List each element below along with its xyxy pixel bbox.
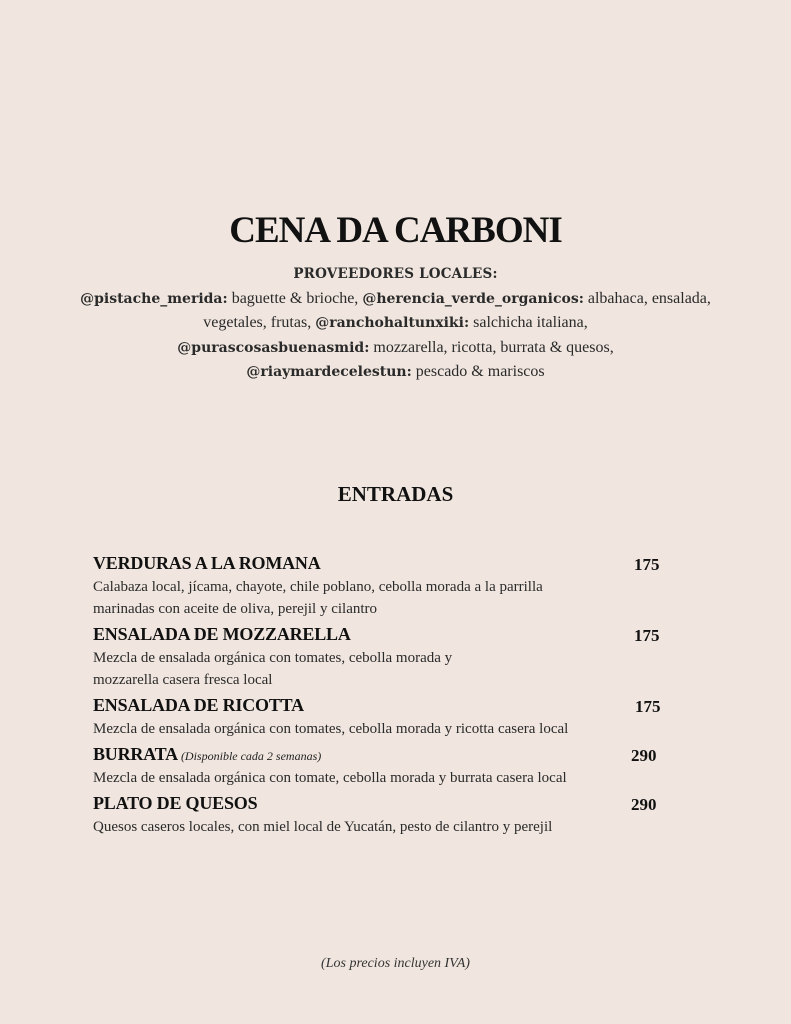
- suppliers-heading: PROVEEDORES LOCALES:: [293, 266, 498, 282]
- item-description: [93, 816, 673, 839]
- item-description: [93, 576, 673, 621]
- supplier-products: pescado & mariscos: [411, 363, 545, 380]
- local-suppliers: [60, 262, 731, 385]
- menu-item: [93, 790, 673, 839]
- item-description: [93, 718, 673, 741]
- supplier-handle: @herencia_verde_organicos:: [362, 290, 584, 307]
- item-name: ENSALADA DE MOZZARELLA: [93, 624, 351, 644]
- item-description-line: Mezcla de ensalada orgánica con tomate, cebolla morada y burrata casera local: [93, 770, 567, 786]
- supplier-handle: @riaymardecelestun:: [246, 364, 412, 380]
- item-name: VERDURAS A LA ROMANA: [93, 553, 321, 573]
- item-name: ENSALADA DE RICOTTA: [93, 695, 304, 715]
- item-description-line: Mezcla de ensalada orgánica con tomates, cebolla morada y: [93, 650, 453, 666]
- item-description-line: Quesos caseros locales, con miel local de Yucatán, pesto de cilantro y perejil: [93, 819, 553, 835]
- item-description-line: Mezcla de ensalada orgánica con tomates, cebolla morada y ricotta casera local: [93, 721, 569, 737]
- supplier-products: baguette & brioche,: [227, 289, 363, 307]
- item-name: BURRATA: [93, 744, 178, 764]
- item-description: [93, 647, 673, 692]
- menu-item: [93, 550, 673, 621]
- menu-items-list: [93, 550, 673, 839]
- item-availability-note: (Disponible cada 2 semanas): [180, 749, 322, 763]
- item-description-line: marinadas con aceite de oliva, perejil y cilantro: [93, 601, 378, 617]
- menu-item: [93, 692, 673, 741]
- menu-item: [93, 741, 673, 790]
- section-title-entradas: ENTRADAS: [337, 482, 454, 506]
- item-price: 175: [634, 555, 660, 574]
- supplier-handle: @pistache_merida:: [80, 290, 228, 307]
- item-price: 175: [634, 626, 660, 645]
- item-description-line: mozzarella casera fresca local: [93, 672, 273, 688]
- supplier-products: salchicha italiana,: [469, 314, 588, 331]
- item-description-line: Calabaza local, jícama, chayote, chile poblano, cebolla morada a la parrilla: [93, 579, 543, 595]
- supplier-handle: @ranchohaltunxiki:: [315, 315, 470, 331]
- supplier-handle: @purascosasbuenasmid:: [177, 339, 370, 356]
- menu-item: [93, 621, 673, 692]
- item-name: PLATO DE QUESOS: [93, 793, 258, 813]
- price-footnote: (Los precios incluyen IVA): [321, 956, 470, 971]
- item-price: 175: [635, 697, 661, 716]
- item-description: [93, 767, 673, 790]
- menu-title: CENA DA CARBONI: [229, 210, 562, 251]
- supplier-products: mozzarella, ricotta, burrata & quesos,: [369, 338, 614, 356]
- item-price: 290: [631, 795, 657, 814]
- supplier-products: albahaca, ensalada, vegetales, frutas,: [203, 289, 711, 331]
- item-price: 290: [631, 746, 657, 765]
